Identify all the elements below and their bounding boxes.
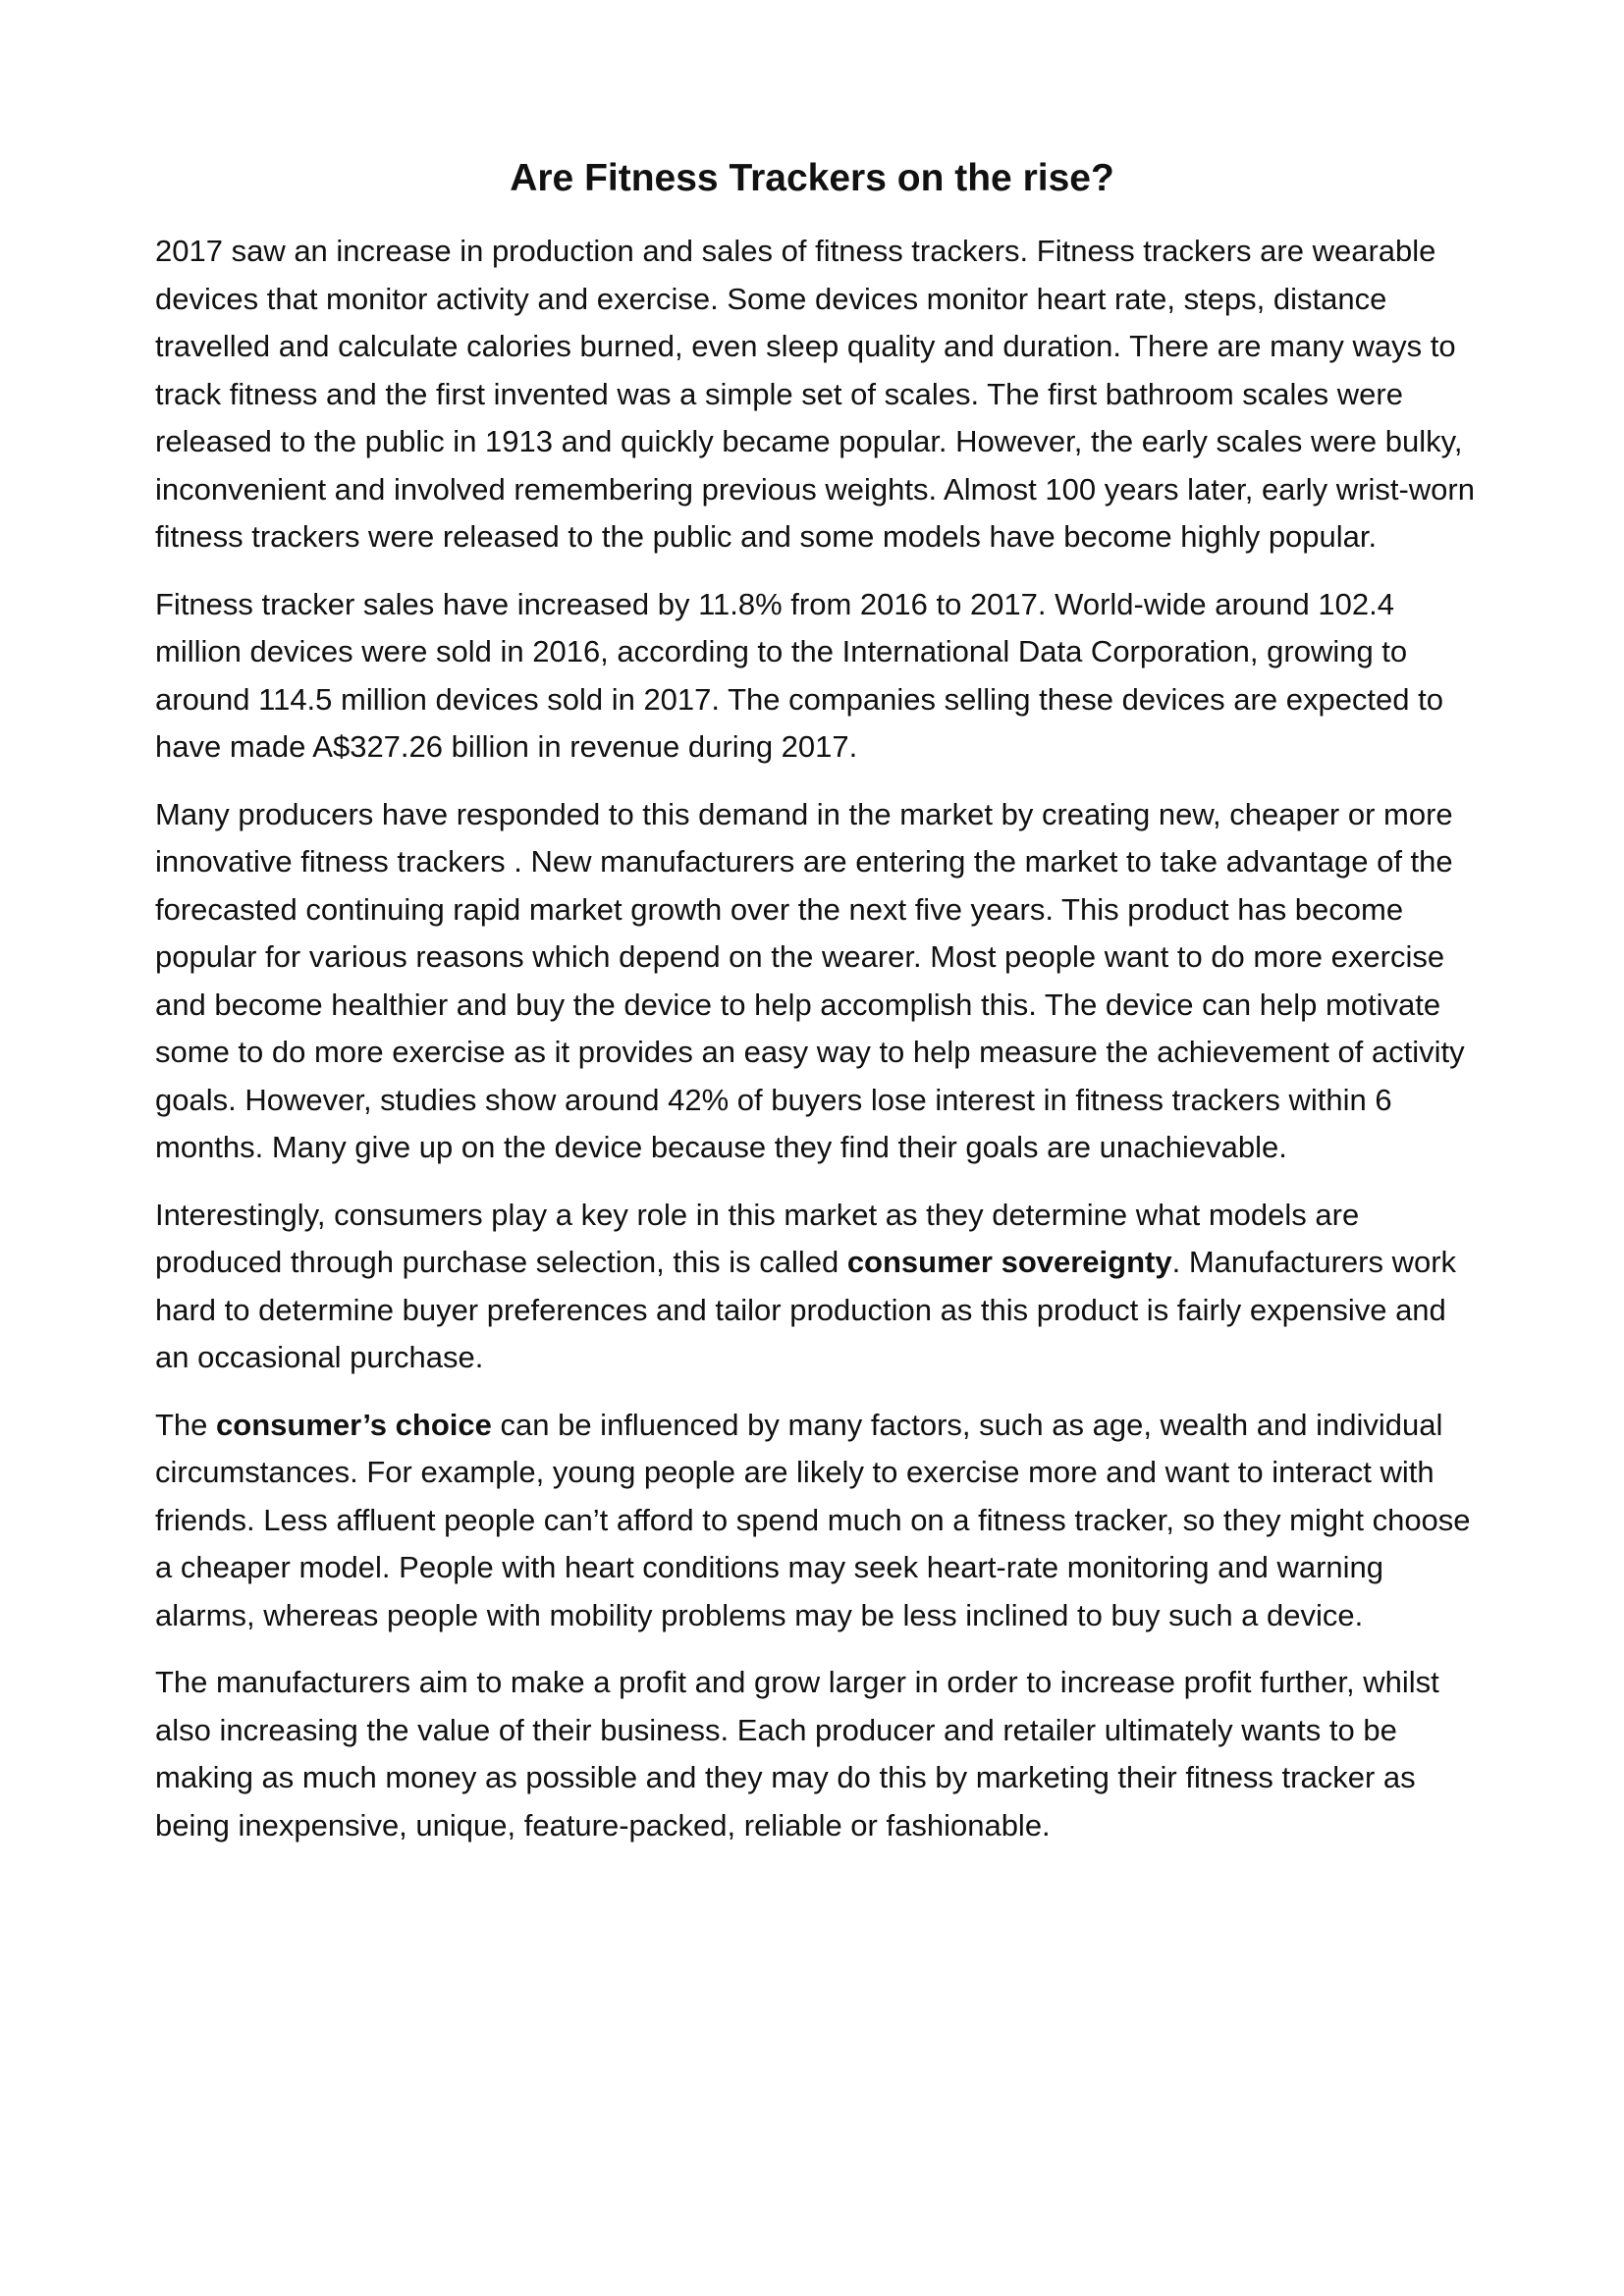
paragraph-consumer-choice [155, 1402, 1481, 1640]
paragraph-intro: 2017 saw an increase in production and sales of fitness trackers. Fitness trackers are wearable devices that monitor activity and exercise. Some devices monitor heart rate, steps, distance travelled and calculate calories burned, even sleep quality and duration. There are many ways to track fitness and the first invented was a simple set of scales. The first bathroom scales were released to the public in 1913 and quickly became popular. However, the early scales were bulky, inconvenient and involved remembering previous weights. Almost 100 years later, early wrist-worn fitness trackers were released to the public and some models have become highly popular. [155, 234, 1475, 554]
paragraph-text: The [155, 1407, 217, 1442]
bold-term: consumer’s choice [216, 1407, 492, 1442]
paragraph-producers: Many producers have responded to this demand in the market by creating new, cheaper or more innovative fitness trackers . New manufacturers are entering the market to take advantage of the forecasted continuing rapid market growth over the next five years. This product has become popular for various reasons which depend on the wearer. Most people want to do more exercise and become healthier and buy the device to help accomplish this. The device can help motivate some to do more exercise as it provides an easy way to help measure the achievement of activity goals. However, studies show around 42% of buyers lose interest in fitness trackers within 6 months. Many give up on the device because they find their goals are unachievable. [155, 796, 1465, 1164]
paragraph-sales: Fitness tracker sales have increased by 11.8% from 2016 to 2017. World-wide around 102.4 million devices were sold in 2016, according to the International Data Corporation, growing to around 114.5 million devices sold in 2017. The companies selling these devices are expected to have made A$327.26 billion in revenue during 2017. [155, 586, 1443, 764]
paragraph-consumer-sovereignty [155, 1192, 1481, 1382]
page-title: Are Fitness Trackers on the rise? [510, 157, 1114, 199]
paragraph-text: can be influenced by many factors, such as age, wealth and individual circumstances. For example, young people are likely to exercise more and want to interact with friends. Less affluent people can’t afford to spend much on a fitness tracker, so they might choose a cheaper model. People with heart conditions may seek heart-rate monitoring and warning alarms, whereas people with mobility problems may be less inclined to buy such a device. [155, 1407, 1471, 1632]
paragraph-text: Interestingly, consumers play a key role in this market as they determine what models are produced through purchase selection, this is called [155, 1197, 1360, 1279]
document-body [155, 228, 1481, 1869]
paragraph-text: . Manufacturers work hard to determine buyer preferences and tailor production as this product is fairly expensive and an occasional purchase. [155, 1245, 1457, 1374]
bold-term: consumer sovereignty [846, 1245, 1172, 1279]
paragraph-manufacturers: The manufacturers aim to make a profit and grow larger in order to increase profit further, whilst also increasing the value of their business. Each producer and retailer ultimately wants to be making as much money as possible and they may do this by marketing their fitness tracker as being inexpensive, unique, feature-packed, reliable or fashionable. [155, 1665, 1439, 1842]
